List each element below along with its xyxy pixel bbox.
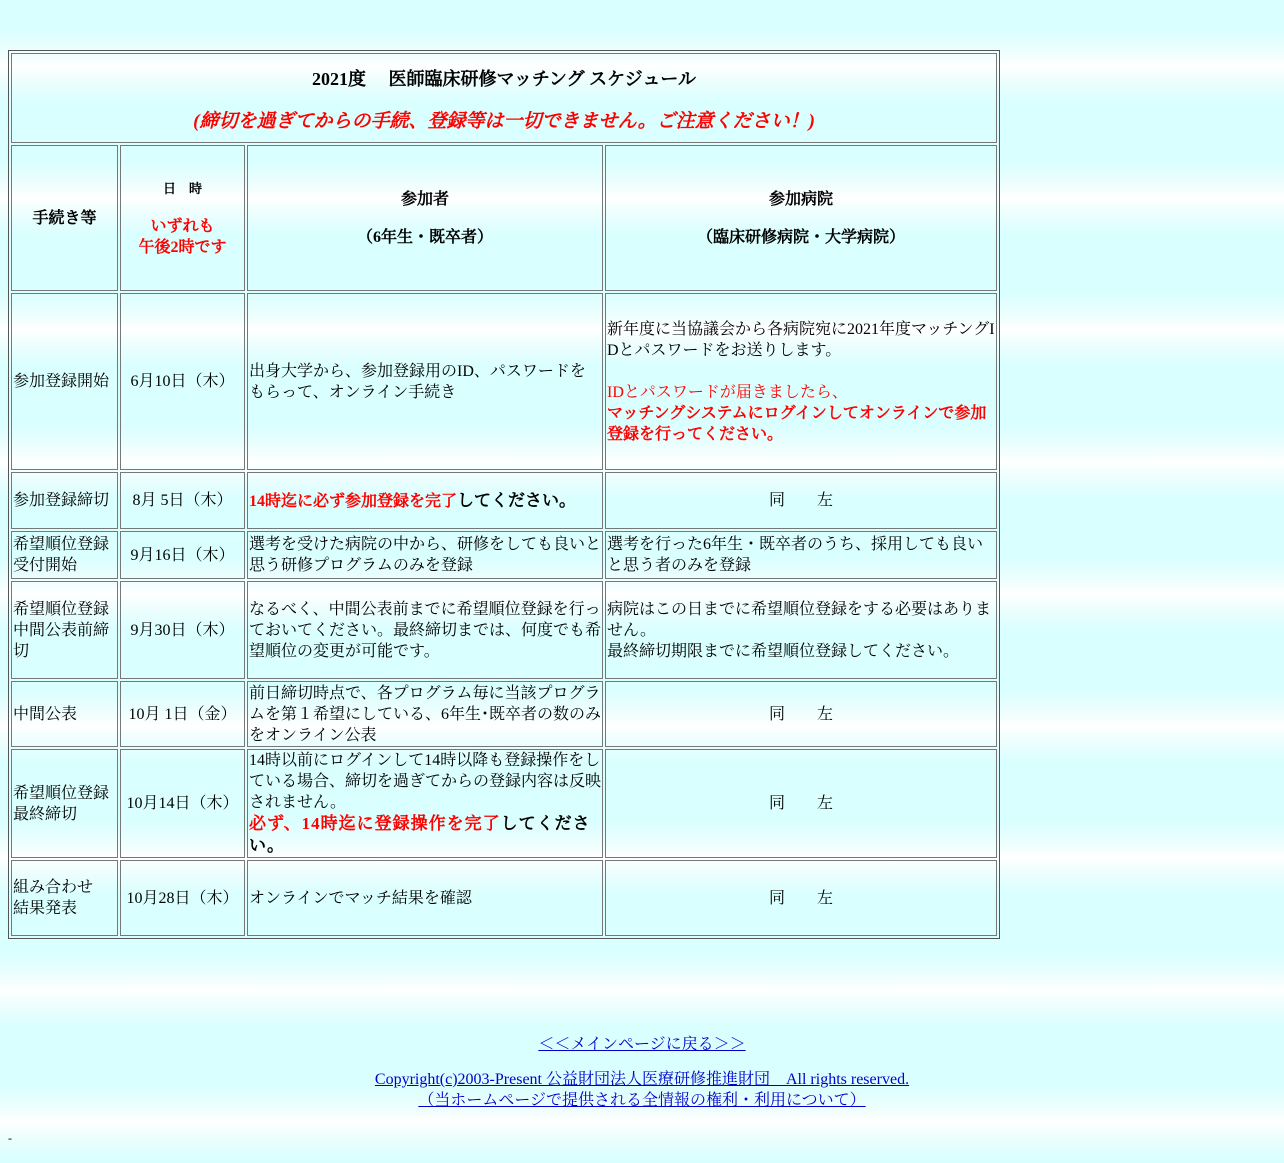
procedure-label-1: 組み合わせ xyxy=(13,879,94,896)
hospital-cell: 選考を行った6年生・既卒者のうち、採用しても良いと思う者のみを登録 xyxy=(605,531,997,579)
header-datetime-note-1: いずれも xyxy=(150,218,215,235)
date-cell: 6月10日（木） xyxy=(120,293,245,470)
procedure-cell: 中間公表 xyxy=(11,681,118,747)
deadline-warning: (締切を過ぎてからの手続、登録等は一切できません。ご注意ください！) xyxy=(193,110,815,132)
participant-deadline-black: してください。 xyxy=(249,814,591,855)
participant-cell: 前日締切時点で、各プログラム毎に当該プログラムを第１希望にしている、6年生･既卒者の数のみをオンライン公表 xyxy=(247,681,603,747)
header-hospital-label: 参加病院 xyxy=(769,190,834,208)
procedure-cell: 参加登録開始 xyxy=(11,293,118,470)
hospital-note: 新年度に当協議会から各病院宛に2021年度マッチングIDとパスワードをお送りします。 xyxy=(607,320,995,359)
header-datetime-note-2: 午後2時です xyxy=(138,239,227,256)
header-participant-sub: （6年生・既卒者） xyxy=(356,228,493,246)
title-cell xyxy=(11,53,997,143)
header-hospital-sub: （臨床研修病院・大学病院） xyxy=(697,228,906,246)
participant-deadline-red: 14時迄に必ず参加登録を完了 xyxy=(249,492,458,510)
procedure-cell: 参加登録締切 xyxy=(11,472,118,529)
date-cell: 9月30日（木） xyxy=(120,581,245,679)
header-datetime xyxy=(120,145,245,291)
procedure-cell xyxy=(11,749,118,858)
participant-deadline-red: 必ず、14時迄に登録操作を完了 xyxy=(249,814,501,833)
hospital-cell: 同 左 xyxy=(605,681,997,747)
hospital-cell: 同 左 xyxy=(605,749,997,858)
header-row xyxy=(11,145,997,291)
schedule-table xyxy=(8,50,1000,939)
hospital-cell xyxy=(605,581,997,679)
participant-deadline-black: してください。 xyxy=(457,490,577,510)
header-procedure-label: 手続き等 xyxy=(32,209,97,227)
procedure-cell: 希望順位登録中間公表前締切 xyxy=(11,581,118,679)
participant-cell xyxy=(247,472,603,529)
participant-cell: なるべく、中間公表前までに希望順位登録を行っておいてください。最終締切までは、何度でも希望順位の変更が可能です。 xyxy=(247,581,603,679)
participant-cell: 出身大学から、参加登録用のID、パスワードをもらって、オンライン手続き xyxy=(247,293,603,470)
procedure-cell xyxy=(11,860,118,936)
hospital-instruction: IDとパスワードが届きましたら、 xyxy=(607,383,848,401)
rights-info-link[interactable]: （当ホームページで提供される全情報の権利・利用について） xyxy=(418,1092,866,1109)
hospital-cell: 同 左 xyxy=(605,860,997,936)
date-cell: 10月 1日（金） xyxy=(120,681,245,747)
header-hospital xyxy=(605,145,997,291)
date-cell: 10月28日（木） xyxy=(120,860,245,936)
back-link-container xyxy=(0,1031,1284,1054)
date-cell: 9月16日（木） xyxy=(120,531,245,579)
page-title: 2021度 医師臨床研修マッチング スケジュール xyxy=(312,68,696,89)
header-participant-label: 参加者 xyxy=(400,190,449,208)
hospital-cell: 同 左 xyxy=(605,472,997,529)
table-row xyxy=(11,293,997,470)
copyright-link[interactable]: Copyright(c)2003-Present 公益財団法人医療研修推進財団 All rights reserved. xyxy=(374,1071,910,1088)
header-datetime-label: 日 時 xyxy=(162,181,202,196)
table-row xyxy=(11,472,997,529)
back-to-main-link[interactable]: ＜＜メインページに戻る＞＞ xyxy=(538,1036,746,1053)
table-row xyxy=(11,531,997,579)
participant-cell: 選考を受けた病院の中から、研修をしても良いと思う研修プログラムのみを登録 xyxy=(247,531,603,579)
participant-cell xyxy=(247,749,603,858)
procedure-label-2: 最終締切 xyxy=(13,805,78,823)
table-row xyxy=(11,681,997,747)
procedure-label-1: 希望順位登録 xyxy=(13,784,110,802)
procedure-label-2: 結果発表 xyxy=(13,900,78,917)
copyright-container xyxy=(0,1069,1284,1111)
date-cell: 10月14日（木） xyxy=(120,749,245,858)
hospital-cell xyxy=(605,293,997,470)
hospital-note: 病院はこの日までに希望順位登録をする必要はありません。 xyxy=(607,600,992,639)
procedure-cell: 希望順位登録受付開始 xyxy=(11,531,118,579)
table-row xyxy=(11,749,997,858)
hospital-note-2: 最終締切期限までに希望順位登録してください。 xyxy=(607,642,960,660)
bottom-dash: - xyxy=(8,1131,12,1145)
table-row xyxy=(11,860,997,936)
hospital-login-instruction: マッチングシステムにログインしてオンラインで参加登録を行ってください。 xyxy=(607,404,987,443)
header-procedure xyxy=(11,145,118,291)
participant-note: 14時以前にログインして14時以降も登録操作をしている場合、締切を過ぎてからの登録内容は反映されません。 xyxy=(249,752,602,811)
table-row xyxy=(11,581,997,679)
header-participant xyxy=(247,145,603,291)
title-row xyxy=(11,53,997,143)
participant-cell: オンラインでマッチ結果を確認 xyxy=(247,860,603,936)
date-cell: 8月 5日（木） xyxy=(120,472,245,529)
